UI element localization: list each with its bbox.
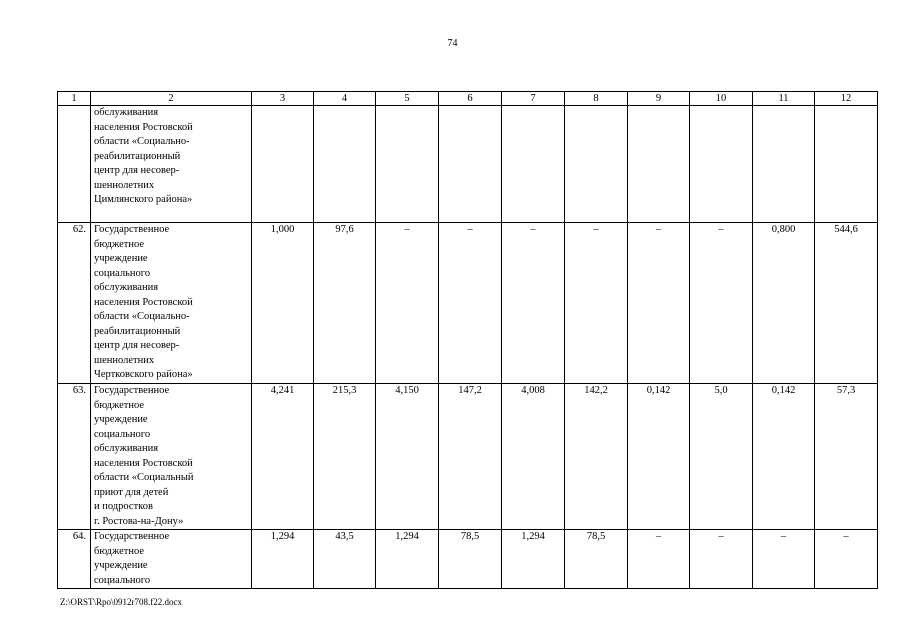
column-header: 9: [628, 92, 690, 106]
column-header: 7: [502, 92, 565, 106]
row-number: [58, 106, 91, 223]
column-header: 12: [815, 92, 878, 106]
cell-value: [753, 106, 815, 223]
table-row: [58, 530, 878, 589]
column-header: 11: [753, 92, 815, 106]
cell-value: 147,2: [439, 384, 502, 530]
cell-value: [252, 106, 314, 223]
cell-value: –: [628, 223, 690, 384]
cell-value: 1,294: [376, 530, 439, 589]
column-header: 6: [439, 92, 502, 106]
cell-value: 78,5: [565, 530, 628, 589]
cell-value: 43,5: [314, 530, 376, 589]
cell-value: –: [815, 530, 878, 589]
table-row: [58, 106, 878, 223]
cell-value: [376, 106, 439, 223]
cell-value: –: [753, 530, 815, 589]
cell-value: 0,142: [753, 384, 815, 530]
row-number: 62.: [58, 223, 91, 384]
cell-value: –: [565, 223, 628, 384]
cell-value: 0,800: [753, 223, 815, 384]
column-header: 10: [690, 92, 753, 106]
file-path-footer: Z:\ORST\Rpo\0912r708.f22.docx: [60, 597, 182, 607]
cell-value: [565, 106, 628, 223]
cell-value: 78,5: [439, 530, 502, 589]
row-description: обслуживания населения Ростовской области «Социально- реабилитационный центр для несовер- шеннолетних Цимлянского района»: [91, 106, 252, 223]
cell-value: 142,2: [565, 384, 628, 530]
cell-value: 544,6: [815, 223, 878, 384]
row-number: 63.: [58, 384, 91, 530]
cell-value: 57,3: [815, 384, 878, 530]
cell-value: [439, 106, 502, 223]
column-header: 5: [376, 92, 439, 106]
column-header: 2: [91, 92, 252, 106]
cell-value: –: [376, 223, 439, 384]
cell-value: [628, 106, 690, 223]
cell-value: 0,142: [628, 384, 690, 530]
row-description: Государственное бюджетное учреждение социального: [91, 530, 252, 589]
page-number: 74: [447, 38, 458, 49]
cell-value: 5,0: [690, 384, 753, 530]
cell-value: 1,000: [252, 223, 314, 384]
cell-value: –: [439, 223, 502, 384]
cell-value: [502, 106, 565, 223]
data-table: [57, 91, 878, 589]
cell-value: 1,294: [252, 530, 314, 589]
column-header: 8: [565, 92, 628, 106]
cell-value: –: [628, 530, 690, 589]
cell-value: [815, 106, 878, 223]
table-row: [58, 223, 878, 384]
cell-value: –: [690, 223, 753, 384]
row-number: 64.: [58, 530, 91, 589]
row-description: Государственное бюджетное учреждение социального обслуживания населения Ростовской области «Социальный приют для детей и подростков г. Ростова-на-Дону»: [91, 384, 252, 530]
cell-value: –: [690, 530, 753, 589]
cell-value: 4,008: [502, 384, 565, 530]
column-header: 3: [252, 92, 314, 106]
cell-value: [690, 106, 753, 223]
column-header: 4: [314, 92, 376, 106]
cell-value: 97,6: [314, 223, 376, 384]
cell-value: 1,294: [502, 530, 565, 589]
table-row: [58, 384, 878, 530]
column-header: 1: [58, 92, 91, 106]
cell-value: 4,241: [252, 384, 314, 530]
cell-value: –: [502, 223, 565, 384]
cell-value: [314, 106, 376, 223]
cell-value: 4,150: [376, 384, 439, 530]
row-description: Государственное бюджетное учреждение социального обслуживания населения Ростовской области «Социально- реабилитационный центр для несовер- шеннолетних Чертковского района»: [91, 223, 252, 384]
cell-value: 215,3: [314, 384, 376, 530]
column-header-row: [58, 92, 878, 106]
